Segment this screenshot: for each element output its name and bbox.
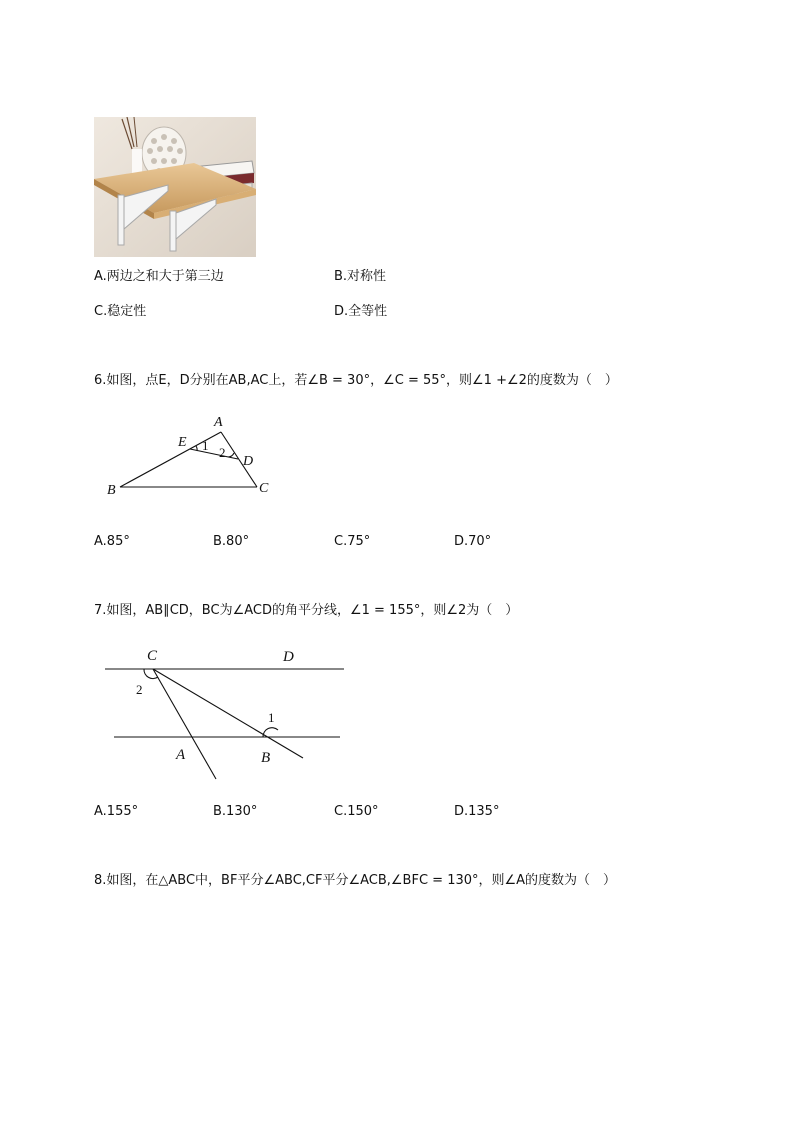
wall-shelf-photo-icon [94, 117, 256, 257]
q6-option-c: C.75° [334, 534, 371, 549]
label-b: B [107, 483, 116, 498]
label-angle-1: 1 [202, 438, 209, 453]
q5-option-a: A.两边之和大于第三边 [94, 269, 224, 284]
q6-stem: 6.如图，点E，D分别在AB,AC上，若∠B = 30°，∠C = 55°，则∠1 +∠2的度数为（ ） [94, 373, 618, 388]
q7-option-a: A.155° [94, 804, 139, 819]
q6-option-b: B.80° [213, 534, 250, 549]
q5-option-d: D.全等性 [334, 304, 388, 319]
q6-figure [100, 410, 280, 502]
q6-option-a: A.85° [94, 534, 130, 549]
label-d: D [243, 454, 254, 469]
label-c: C [259, 481, 269, 496]
q7-stem: 7.如图，AB∥CD，BC为∠ACD的角平分线，∠1 = 155°，则∠2为（ ） [94, 603, 519, 618]
parallel-lines-figure [100, 640, 350, 785]
q8-stem: 8.如图，在△ABC中，BF平分∠ABC,CF平分∠ACB,∠BFC = 130°，则∠A的度数为（ ） [94, 873, 617, 888]
q7-option-d: D.135° [454, 804, 500, 819]
q5-option-c: C.稳定性 [94, 304, 147, 319]
angle-2-arc [228, 453, 234, 457]
label-d: D [283, 649, 294, 665]
shelf-photo [94, 117, 256, 257]
label-c: C [147, 648, 158, 664]
label-a: A [214, 415, 223, 430]
q6-option-d: D.70° [454, 534, 492, 549]
label-angle-1: 1 [268, 710, 275, 725]
triangle-figure [100, 410, 280, 502]
q7-figure [100, 640, 350, 785]
q7-option-c: C.150° [334, 804, 379, 819]
label-angle-2: 2 [219, 445, 226, 460]
label-angle-2: 2 [136, 682, 143, 697]
q5-option-b: B.对称性 [334, 269, 387, 284]
q7-option-b: B.130° [213, 804, 258, 819]
label-b: B [261, 750, 271, 766]
label-a: A [176, 747, 186, 763]
label-e: E [178, 435, 187, 450]
ray-cb [153, 669, 303, 758]
